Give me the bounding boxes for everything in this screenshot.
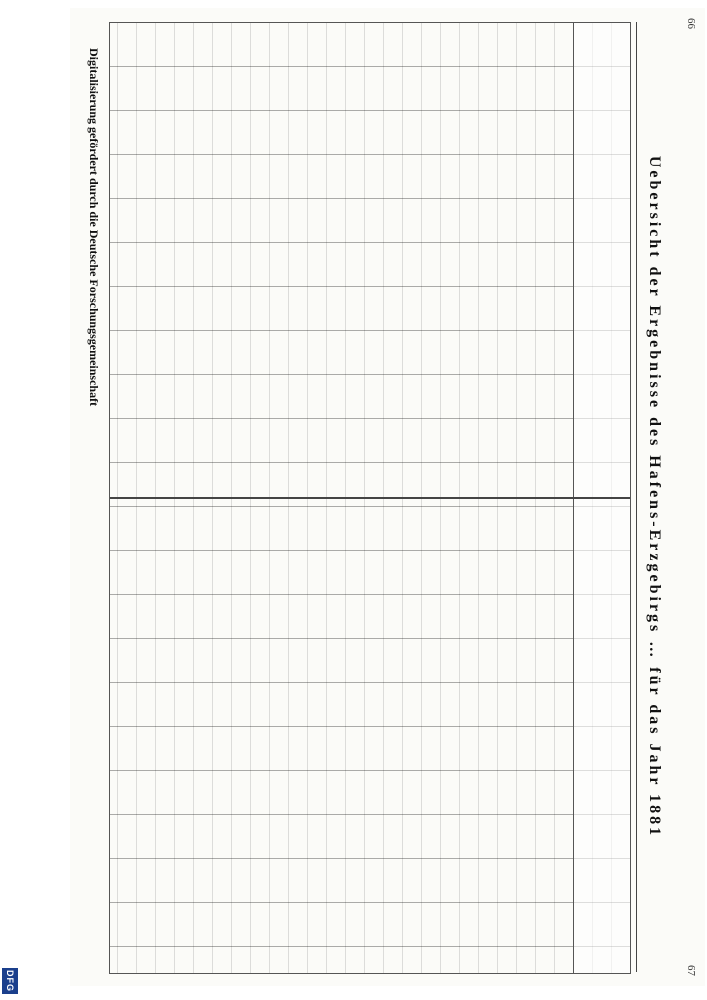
- main-title: [645, 8, 663, 986]
- digitization-note: Digitalisierung gefördert durch die Deutsche Forschungsgemeinschaft: [87, 48, 101, 407]
- right-page-number: 67: [685, 965, 697, 976]
- scanned-page: [70, 8, 705, 986]
- main-title-part-1: Uebersicht: [646, 155, 663, 260]
- dfg-logo-text: DFG: [5, 970, 15, 992]
- dfg-logo-icon: [2, 968, 18, 994]
- main-title-part-2: der Ergebnisse des Hafens-Erzgebirgs … für das Jahr 1881: [646, 266, 663, 839]
- page-split-rule: [110, 497, 630, 499]
- title-rule: [636, 22, 637, 972]
- statistics-table: [109, 22, 631, 974]
- rotated-sheet: [70, 8, 705, 986]
- left-page-number: 66: [685, 18, 697, 29]
- running-head: [679, 18, 699, 976]
